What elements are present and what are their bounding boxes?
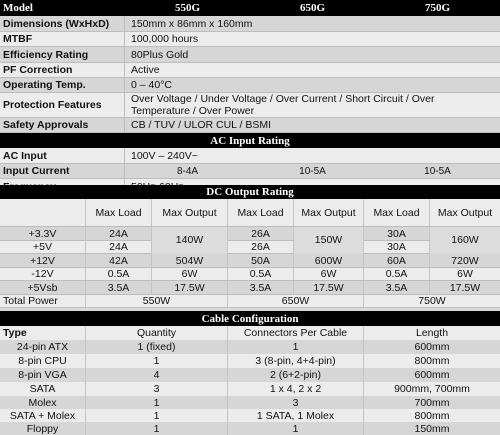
dc-output-650: 17.5W: [294, 281, 364, 294]
dc-section-title: DC Output Rating: [0, 185, 500, 199]
input-current-label: Input Current: [0, 164, 125, 178]
cable-type: 24-pin ATX: [0, 340, 86, 354]
spec-label: PF Correction: [0, 63, 125, 77]
cable-length: 600mm: [414, 369, 450, 381]
dc-row-12v: [0, 254, 500, 268]
model-650g-header: 650G: [299, 2, 326, 14]
cable-type: 8-pin VGA: [0, 368, 86, 382]
ac-input-row: [0, 148, 500, 164]
cable-qty: 4: [86, 368, 228, 382]
dc-maxload-650-header: Max Load: [228, 199, 294, 226]
cable-row: [0, 422, 500, 435]
dc-total-row: [0, 295, 500, 308]
dc-rail-label: -12V: [0, 268, 86, 280]
dc-output-550: 6W: [152, 268, 228, 280]
dc-load-750: 3.5A: [364, 281, 430, 294]
input-current-750: 10-5A: [424, 165, 451, 177]
spec-row-dimensions: [0, 16, 500, 32]
cable-section-title: Cable Configuration: [0, 311, 500, 326]
dc-load-750: 60A: [364, 254, 430, 267]
dc-load-650: 50A: [228, 254, 294, 267]
dc-output-650-empty: [294, 227, 364, 240]
cable-qty: 1: [86, 409, 228, 422]
dc-maxload-550-header: Max Load: [86, 199, 152, 226]
dc-output-550-empty: [152, 241, 228, 253]
dc-output-750-empty: [430, 227, 500, 240]
dc-output-750-empty: [430, 241, 500, 253]
ac-input-label: AC Input: [0, 148, 125, 163]
dc-load-550: 24A: [86, 227, 152, 240]
spec-label: Efficiency Rating: [0, 47, 125, 62]
model-header-row: [0, 0, 500, 16]
dc-rail-label: +3.3V: [0, 227, 86, 240]
dc-load-550: 3.5A: [86, 281, 152, 294]
cable-type: 8-pin CPU: [0, 354, 86, 368]
dc-total-550: 550W: [86, 295, 228, 307]
dc-load-650: 26A: [228, 241, 294, 253]
dc-output-750: 720W: [451, 254, 479, 267]
dc-combined-750: 160W: [430, 227, 500, 254]
dc-output-750: 6W: [457, 268, 473, 280]
model-550g-header: 550G: [174, 2, 201, 14]
cable-length: 800mm: [414, 355, 450, 367]
cable-type-header: Type: [0, 326, 86, 340]
dc-row-5vsb: [0, 281, 500, 295]
dc-load-650: 26A: [228, 227, 294, 240]
spec-row-protection: [0, 93, 500, 118]
dc-total-650: 650W: [228, 295, 364, 307]
dc-rail-header: [0, 199, 86, 226]
cable-connectors: 3: [228, 396, 364, 409]
cable-connectors: 1 x 4, 2 x 2: [228, 382, 364, 396]
spec-row-mtbf: [0, 32, 500, 47]
cable-row: [0, 368, 500, 382]
dc-output-650: 6W: [294, 268, 364, 280]
cable-length: 900mm, 700mm: [394, 383, 470, 395]
dc-load-550: 42A: [86, 254, 152, 267]
ac-section-title: AC Input Rating: [0, 133, 500, 148]
spec-row-efficiency: [0, 47, 500, 63]
dc-load-750: 30A: [364, 227, 430, 240]
dc-output-750: 17.5W: [449, 281, 481, 294]
input-current-row: [0, 164, 500, 179]
cable-qty: 1: [86, 354, 228, 368]
input-current-550: 8-4A: [176, 165, 199, 177]
cable-qty: 1: [86, 396, 228, 409]
cable-length-header: Length: [415, 327, 449, 339]
spec-label: MTBF: [0, 32, 125, 46]
spec-row-pf-correction: [0, 63, 500, 78]
dc-load-550: 24A: [86, 241, 152, 253]
cable-connectors-header: Connectors Per Cable: [228, 326, 364, 340]
dc-maxoutput-650-header: Max Output: [294, 199, 364, 226]
spec-row-operating-temp: [0, 78, 500, 93]
dc-header-row: [0, 199, 500, 227]
cable-qty-header: Quantity: [86, 326, 228, 340]
spec-value: Over Voltage / Under Voltage / Over Current / Short Circuit / Over Temperature / Over Power: [131, 93, 435, 117]
cable-length: 150mm: [414, 422, 450, 435]
cable-row: [0, 354, 500, 368]
dc-load-650: 3.5A: [228, 281, 294, 294]
cable-connectors: 2 (6+2-pin): [228, 368, 364, 382]
spec-row-safety: [0, 118, 500, 133]
spec-value: 150mm x 86mm x 160mm: [131, 17, 253, 30]
dc-row-neg12v: [0, 268, 500, 281]
dc-output-550-empty: [152, 227, 228, 240]
dc-load-650: 0.5A: [228, 268, 294, 280]
dc-maxoutput-750-header: Max Output: [437, 206, 493, 219]
spec-value: CB / TUV / ULOR CUL / BSMI: [131, 119, 272, 131]
model-header-label: Model: [3, 2, 33, 14]
cable-length: 700mm: [414, 396, 450, 409]
cable-connectors: 1 SATA, 1 Molex: [228, 409, 364, 422]
cable-row: [0, 382, 500, 396]
dc-total-750: 750W: [418, 295, 446, 307]
dc-load-750: 30A: [364, 241, 430, 253]
spec-label: Protection Features: [0, 93, 125, 117]
dc-row-3v3: [0, 227, 500, 241]
dc-output-650: 600W: [294, 254, 364, 267]
dc-maxload-750-header: Max Load: [364, 199, 430, 226]
cable-connectors: 1: [228, 422, 364, 435]
spec-label: Operating Temp.: [0, 78, 125, 92]
cable-qty: 3: [86, 382, 228, 396]
dc-maxoutput-550-header: Max Output: [152, 199, 228, 226]
dc-combined-550: 140W: [152, 227, 228, 254]
cable-connectors: 1: [228, 340, 364, 354]
spec-label: Safety Approvals: [0, 118, 125, 132]
cable-qty: 1: [86, 422, 228, 435]
spec-value: 100,000 hours: [131, 33, 199, 45]
cable-length: 600mm: [414, 341, 450, 353]
cable-row: [0, 409, 500, 422]
dc-output-550: 17.5W: [152, 281, 228, 294]
cable-connectors: 3 (8-pin, 4+4-pin): [228, 354, 364, 368]
dc-rail-label: +5Vsb: [0, 281, 86, 294]
cable-type: Molex: [0, 396, 86, 409]
dc-total-label: Total Power: [0, 295, 86, 307]
ac-input-value: 100V – 240V~: [131, 149, 198, 162]
cable-row: [0, 396, 500, 409]
cable-type: Floppy: [0, 422, 86, 435]
spec-value: Active: [131, 64, 160, 76]
cable-length: 800mm: [414, 409, 450, 422]
dc-output-650-empty: [294, 241, 364, 253]
dc-output-550: 504W: [152, 254, 228, 267]
dc-load-750: 0.5A: [364, 268, 430, 280]
spec-value: 80Plus Gold: [131, 48, 189, 61]
spec-value: 0 – 40°C: [131, 79, 172, 91]
cable-type: SATA: [0, 382, 86, 396]
cable-header-row: [0, 326, 500, 340]
dc-row-5v: [0, 241, 500, 254]
model-750g-header: 750G: [424, 2, 451, 14]
input-current-650: 10-5A: [299, 165, 326, 177]
cable-type: SATA + Molex: [0, 409, 86, 422]
dc-combined-650: 150W: [294, 227, 364, 254]
dc-load-550: 0.5A: [86, 268, 152, 280]
spec-label: Dimensions (WxHxD): [0, 16, 125, 31]
cable-row: [0, 340, 500, 354]
dc-rail-label: +12V: [0, 254, 86, 267]
dc-rail-label: +5V: [0, 241, 86, 253]
cable-qty: 1 (fixed): [86, 340, 228, 354]
